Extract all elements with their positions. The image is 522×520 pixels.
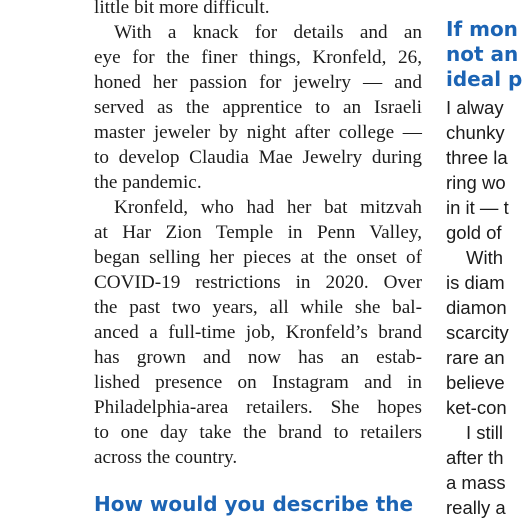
body-text-line: has grown and now has an estab-: [94, 347, 422, 368]
article-column-right: [446, 0, 522, 518]
body-text-line: across the country.: [94, 447, 238, 468]
body-text-line: at Har Zion Temple in Penn Valley,: [94, 222, 422, 243]
body-text-line: really a: [446, 497, 506, 518]
body-text-line: the pandemic.: [94, 172, 202, 193]
body-text-line: began selling her pieces at the onset of: [94, 247, 422, 268]
body-text-line: rare an: [446, 347, 505, 368]
body-text-line: lished presence on Instagram and in: [94, 372, 422, 393]
body-text-line: to one day take the brand to retailers: [94, 422, 422, 443]
body-text-line: to develop Claudia Mae Jewelry during: [94, 147, 422, 168]
body-text-line: master jeweler by night after college —: [94, 122, 422, 143]
body-text-line: diamon: [446, 297, 507, 318]
body-text-line: ket-con: [446, 397, 507, 418]
body-text-line: after th: [446, 447, 504, 468]
body-text-line: With: [466, 247, 503, 268]
body-text-line: anced a full-time job, Kronfeld’s brand: [94, 322, 422, 343]
body-text-line: I alway: [446, 97, 504, 118]
section-heading-line: If mon: [446, 17, 518, 41]
body-text-line: gold of: [446, 222, 502, 243]
section-heading-line: not an: [446, 42, 519, 66]
body-text-line: served as the apprentice to an Israeli: [94, 97, 422, 118]
body-text-line: a mass: [446, 472, 506, 493]
body-text-line: three la: [446, 147, 508, 168]
section-heading: How would you describe the: [94, 492, 414, 516]
body-text-line: I still: [466, 422, 503, 443]
body-text-line: chunky: [446, 122, 505, 143]
body-text-line: ring wo: [446, 172, 506, 193]
body-text-line: scarcity: [446, 322, 509, 343]
body-text-line: With a knack for details and an: [114, 22, 422, 43]
body-text-line: little bit more difficult.: [94, 0, 270, 18]
body-text-line: believe: [446, 372, 505, 393]
body-text-line: eye for the finer things, Kronfeld, 26,: [94, 47, 422, 68]
body-text-line: COVID-19 restrictions in 2020. Over: [94, 272, 422, 293]
body-text-line: Kronfeld, who had her bat mitzvah: [114, 197, 422, 218]
body-text-line: honed her passion for jewelry — and: [94, 72, 422, 93]
body-text-line: the past two years, all while she bal-: [94, 297, 422, 318]
body-text-line: is diam: [446, 272, 505, 293]
section-heading-line: ideal p: [446, 67, 522, 91]
body-text-line: in it — t: [446, 197, 509, 218]
body-text-line: Philadelphia-area retailers. She hopes: [94, 397, 422, 418]
